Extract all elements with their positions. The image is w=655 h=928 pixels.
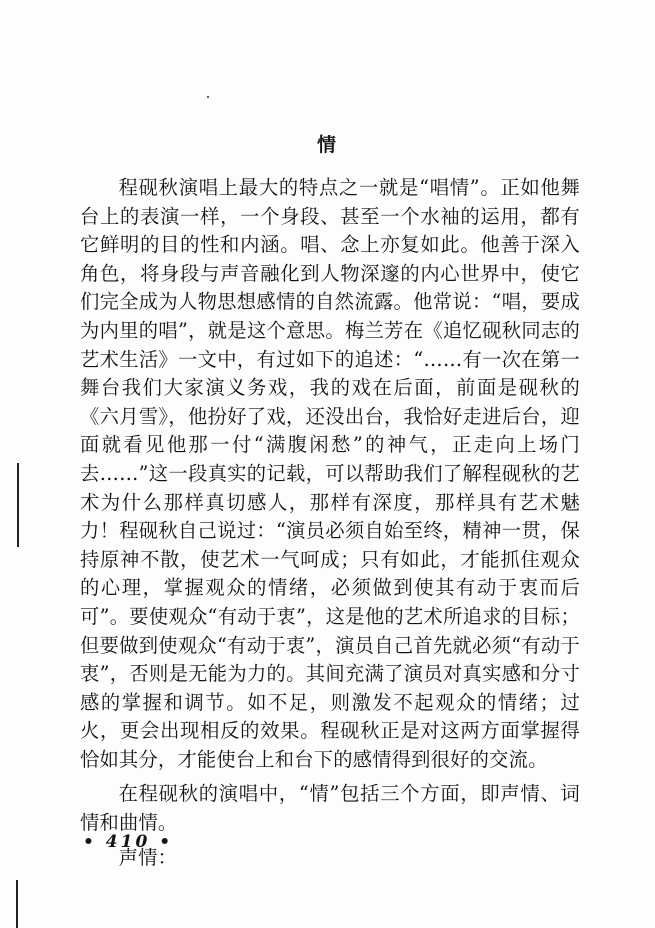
section-title: 情 — [316, 134, 338, 156]
scan-edge-mark — [16, 880, 18, 928]
paragraph: 程砚秋演唱上最大的特点之一就是“唱情”。正如他舞台上的表演一样，一个身段、甚至一个水袖的运用，都有它鲜明的目的性和内涵。唱、念上亦复如此。他善于深入角色，将身段与声音融化到人物深邃的内心世界中，使它们完全成为人物思想感情的自然流露。他常说：“唱，要成为内里的唱”，就是这个意思。梅兰芳在《追忆砚秋同志的艺术生活》一文中，有过如下的追述：“……有一次在第一舞台我们大家演义务戏，我的戏在后面，前面是砚秋的《六月雪》，他扮好了戏，还没出台，我恰好走进后台，迎面就看见他那一付“满腹闲愁”的神气，正走向上场门去……”这一段真实的记载，可以帮助我们了解程砚秋的艺术为什么那样真切感人，那样有深度，那样具有艺术魅力！程砚秋自己说过：“演员必须自始至终，精神一贯，保持原神不散，使艺术一气呵成；只有如此，才能抓住观众的心理，掌握观众的情绪，必须做到使其有动于衷而后可”。要使观众“有动于衷”，这是他的艺术所追求的目标；但要做到使观众“有动于衷”，演员自己首先就必须“有动于衷”，否则是无能为力的。其间充满了演员对真实感和分寸感的掌握和调节。如不足，则激发不起观众的情绪；过火，更会出现相反的效果。程砚秋正是对这两方面掌握得恰如其分，才能使台上和台下的感情得到很好的交流。 — [80, 176, 580, 771]
scan-edge-mark — [17, 463, 19, 547]
body-text — [80, 174, 580, 872]
paragraph: 在程砚秋的演唱中，“情”包括三个方面，即声情、词情和曲情。 — [80, 782, 580, 835]
page-number: • 410 • — [83, 832, 174, 852]
paragraph: 声情： — [118, 845, 178, 869]
scan-speck — [207, 96, 209, 98]
